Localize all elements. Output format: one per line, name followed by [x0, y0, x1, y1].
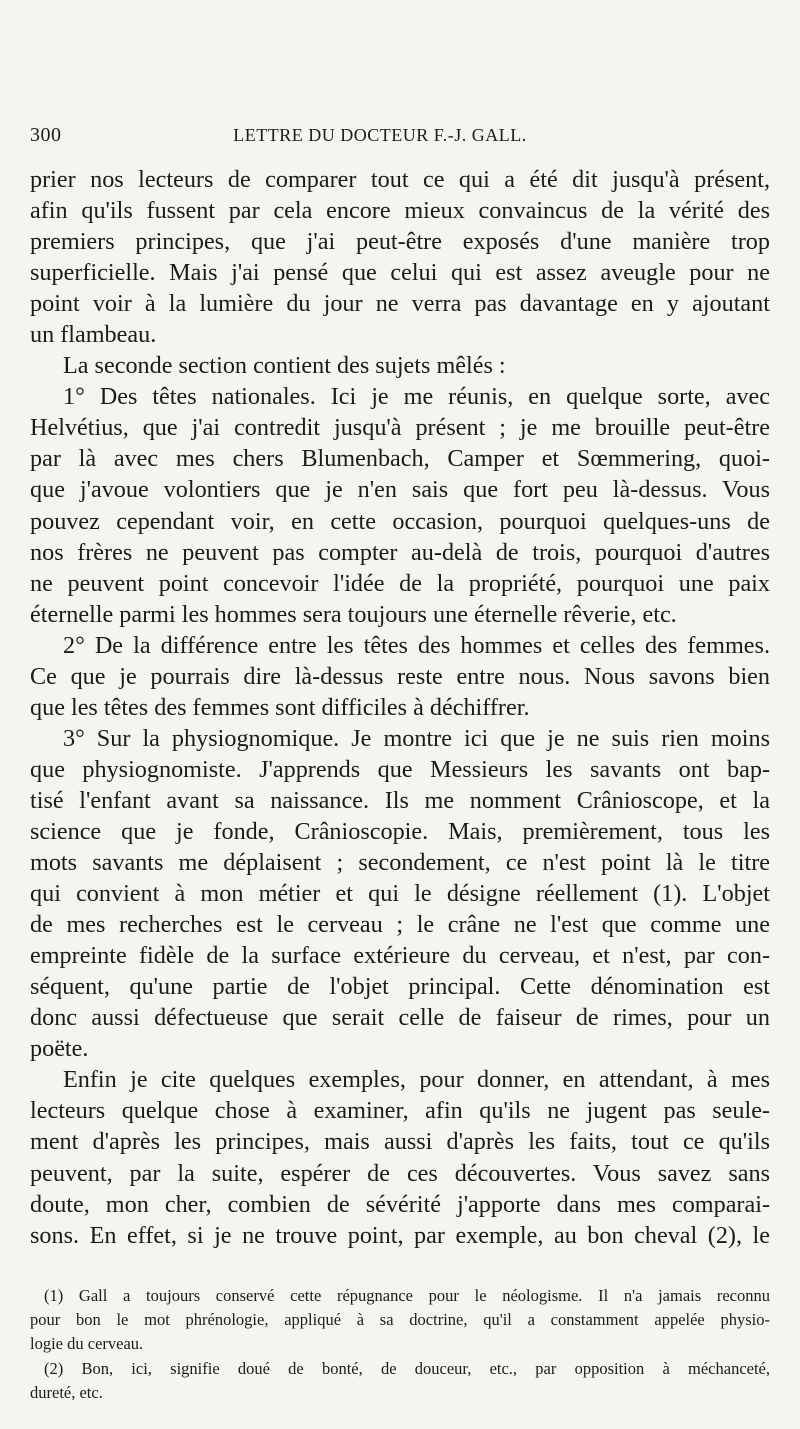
- text-line: que les têtes des femmes sont difficiles à déchiffrer.: [30, 693, 530, 721]
- text-line: que j'avoue volontiers que je n'en sais que fort peu là-dessus. Vous: [30, 476, 770, 504]
- page-number: 300: [30, 124, 62, 146]
- text-line: premiers principes, que j'ai peut-être exposés d'une manière trop: [30, 228, 770, 256]
- text-line: peuvent, par la suite, espérer de ces découvertes. Vous savez sans: [30, 1159, 770, 1187]
- footnote-line: (1) Gall a toujours conservé cette répugnance pour le néologisme. Il n'a jamais reconnu: [44, 1286, 770, 1305]
- text-line: Helvétius, que j'ai contredit jusqu'à présent ; je me brouille peut-être: [30, 414, 770, 442]
- text-line: mots savants me déplaisent ; secondement, ce n'est point là le titre: [30, 849, 770, 877]
- text-line: La seconde section contient des sujets mêlés :: [63, 352, 506, 380]
- text-line: Enfin je cite quelques exemples, pour donner, en attendant, à mes: [63, 1066, 770, 1094]
- text-line: poëte.: [30, 1035, 89, 1063]
- text-line: point voir à la lumière du jour ne verra pas davantage en y ajoutant: [30, 290, 770, 318]
- text-line: un flambeau.: [30, 321, 157, 349]
- text-line: prier nos lecteurs de comparer tout ce qui a été dit jusqu'à présent,: [30, 166, 770, 193]
- text-line: 1° Des têtes nationales. Ici je me réunis, en quelque sorte, avec: [63, 383, 770, 411]
- text-line: 3° Sur la physiognomique. Je montre ici que je ne suis rien moins: [63, 724, 770, 752]
- page-header: [30, 124, 770, 164]
- text-line: séquent, qu'une partie de l'objet principal. Cette dénomination est: [30, 973, 770, 1001]
- text-line: éternelle parmi les hommes sera toujours une éternelle rêverie, etc.: [30, 600, 677, 628]
- text-line: donc aussi défectueuse que serait celle de faiseur de rimes, pour un: [30, 1004, 770, 1032]
- footnotes: [30, 1284, 770, 1405]
- footnote-line: (2) Bon, ici, signifie doué de bonté, de douceur, etc., par opposition à méchanceté,: [44, 1358, 770, 1378]
- text-line: 2° De la différence entre les têtes des hommes et celles des femmes.: [63, 631, 770, 659]
- footnote-line: logie du cerveau.: [30, 1334, 144, 1354]
- footnote-line: dureté, etc.: [30, 1382, 103, 1402]
- text-line: par là avec mes chers Blumenbach, Camper et Sœmmering, quoi-: [30, 445, 770, 473]
- text-line: superficielle. Mais j'ai pensé que celui qui est assez aveugle pour ne: [30, 259, 770, 287]
- text-line: ne peuvent point concevoir l'idée de la propriété, pourquoi une paix: [30, 569, 770, 597]
- running-title: LETTRE DU DOCTEUR F.-J. GALL.: [233, 125, 527, 145]
- text-line: qui convient à mon métier et qui le désigne réellement (1). L'objet: [30, 880, 770, 908]
- text-line: nos frères ne peuvent pas compter au-delà de trois, pourquoi d'autres: [30, 538, 770, 566]
- text-line: doute, mon cher, combien de sévérité j'apporte dans mes comparai-: [30, 1190, 770, 1218]
- text-line: ment d'après les principes, mais aussi d'après les faits, tout ce qu'ils: [30, 1128, 770, 1156]
- text-line: science que je fonde, Crânioscopie. Mais, premièrement, tous les: [30, 817, 770, 845]
- text-line: que physiognomiste. J'apprends que Messieurs les savants ont bap-: [30, 755, 770, 783]
- text-line: empreinte fidèle de la surface extérieure du cerveau, et n'est, par con-: [30, 942, 770, 970]
- body-text: [30, 164, 770, 1251]
- text-line: Ce que je pourrais dire là-dessus reste entre nous. Nous savons bien: [30, 662, 770, 690]
- text-line: afin qu'ils fussent par cela encore mieux convaincus de la vérité des: [30, 197, 770, 225]
- text-line: lecteurs quelque chose à examiner, afin qu'ils ne jugent pas seule-: [30, 1097, 770, 1125]
- text-line: sons. En effet, si je ne trouve point, par exemple, au bon cheval (2), le: [30, 1221, 770, 1249]
- text-line: pouvez cependant voir, en cette occasion, pourquoi quelques-uns de: [30, 507, 770, 535]
- text-line: de mes recherches est le cerveau ; le crâne ne l'est que comme une: [30, 911, 770, 939]
- text-line: tisé l'enfant avant sa naissance. Ils me nomment Crânioscope, et la: [30, 786, 770, 814]
- footnote-line: pour bon le mot phrénologie, appliqué à sa doctrine, qu'il a constamment appelée physio-: [30, 1310, 770, 1330]
- book-page: [30, 124, 770, 1251]
